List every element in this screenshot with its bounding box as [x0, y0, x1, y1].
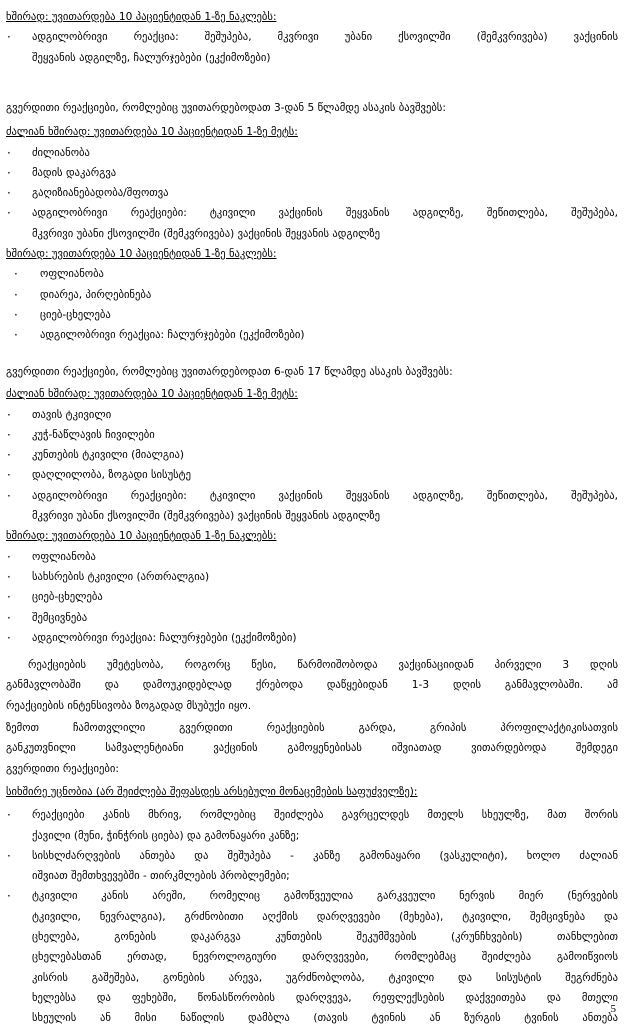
list-item: · დაღლილობა, ზოგადი სისუსტე: [6, 465, 618, 485]
section-frequency-unknown: [6, 782, 618, 1029]
section-intro: გვერდითი რეაქციები, რომლებიც უვითარდებოდათ 3-დან 5 წლამდე ასაკის ბავშვებს:: [6, 102, 446, 114]
section-age-3-5: [6, 98, 618, 346]
paragraph-line: განკუთვნილი სამვალენტიანი ვაქცინის გამოყენებისას იშვიათად ვითარდებოდა შემდეგი: [6, 742, 618, 755]
list-item: · ციებ-ცხელება: [6, 305, 618, 325]
list-item: · კუჭ-ნაწლავის ჩივილები: [6, 425, 618, 445]
paragraph-line: გვერდითი რეაქციები:: [6, 762, 119, 775]
paragraph-line: რეაქციების ინტენსივობა ზოგადად მსუბუქი იყო.: [6, 699, 252, 712]
section-common-effects-infants: [6, 7, 618, 68]
list-item: · შემცივნება: [6, 608, 618, 628]
list-item: · ოფლიანობა: [6, 264, 618, 284]
section-age-6-17: [6, 362, 618, 648]
frequency-heading-very-common: ძალიან ხშირად: უვითარდება 10 პაციენტიდან 1-ზე მეტს:: [6, 126, 298, 139]
frequency-heading-common: ხშირად: უვითარდება 10 პაციენტიდან 1-ზე ნაკლებს:: [6, 11, 277, 23]
paragraph-trivalent-intro: [6, 718, 618, 779]
list-item: · ადგილობრივი რეაქცია: ჩალურჯებები (ეკქიმოზები): [6, 325, 618, 345]
list-item: · ადგილობრივი რეაქცია: ჩალურჯებები (ეკქიმოზები): [6, 628, 618, 648]
list-item: · სისხლძარღვების ანთება და შეშუპება - კანზე გამონაყარი (ვასკულიტი), ხოლო ძალიან: [6, 846, 618, 866]
list-item: · რეაქციები კანის მხრივ, რომლებიც შეიძლება გავრცელდეს მთელს სხეულზე, მათ შორის: [6, 805, 618, 825]
list-item-continuation: იშვიათ შემთხვევებში - თირკმლების პრობლემები;: [32, 870, 290, 883]
list-item-continuation: სხეულის ან მისი ნაწილის დამბლა (თავის ტვინის ან ზურგის ტვინის ანთება: [32, 1012, 618, 1025]
list-item: · ადგილობრივი რეაქცია: შეშუპება, მკვრივი უბანი ქსოვილში (შემკვრივება) ვაქცინის: [6, 27, 618, 47]
list-item-continuation: ცხელება, გონების დაკარგვა კუნთების შეკუმშვების (კრუნჩხვების) თანხლებით: [32, 931, 618, 944]
paragraph-line: რეაქციების უმეტესობა, როგორც წესი, წარმოიშობოდა ვაქცინაციიდან პირველი 3 დღის: [28, 659, 618, 671]
list-item-continuation: ხელებსა და ფეხებში, წონასწორობის დარღვევა, რეფლექსების დაქვეითება და მთელი: [32, 991, 618, 1004]
list-item: · ციებ-ცხელება: [6, 587, 618, 607]
section-intro: გვერდითი რეაქციები, რომლებიც უვითარდებოდათ 6-დან 17 წლამდე ასაკის ბავშვებს:: [6, 366, 453, 378]
page-number: 5: [610, 1003, 616, 1015]
list-item: · ოფლიანობა: [6, 547, 618, 567]
list-item: · დიარეა, პირღებინება: [6, 285, 618, 305]
paragraph-onset-duration: [6, 655, 618, 716]
paragraph-line: განმავლობაში და დამოუკიდებლად ქრებოდა დაწყებიდან 1-3 დღის განმავლობაში. ამ: [6, 679, 618, 692]
list-item-continuation: ქავილი (მუნი, ჭინჭრის ციება) და გამონაყარი კანზე;: [32, 829, 300, 842]
list-item-continuation: მკვრივი უბანი ქსოვილში (შემკვრივება) ვაქცინის შეყვანის ადგილზე: [32, 227, 381, 240]
list-item: · ტკივილი კანის არეში, რომელიც გამოწვეულია გარკვეული ნერვის მიერ (ნერვების: [6, 886, 618, 906]
list-item-continuation: ტკივილი, ნევრალგია), გრძნობითი აღქმის დარღვევები (მეხება), ტკივილი, შემცივნება და: [32, 910, 618, 923]
list-item-continuation: მკვრივი უბანი ქსოვილში (შემკვრივება) ვაქცინის შეყვანის ადგილზე: [32, 510, 381, 523]
frequency-heading-common: ხშირად: უვითარდება 10 პაციენტიდან 1-ზე ნაკლებს:: [6, 530, 277, 543]
frequency-heading-common: ხშირად: უვითარდება 10 პაციენტიდან 1-ზე ნაკლებს:: [6, 248, 277, 261]
list-item: · სახსრების ტკივილი (ართრალგია): [6, 567, 618, 587]
list-item-continuation: შეყვანის ადგილზე, ჩალურჯებები (ეკქიმოზები): [32, 51, 271, 64]
list-item: · ადგილობრივი რეაქციები: ტკივილი ვაქცინის შეყვანის ადგილზე, შეწითლება, შეშუპება,: [6, 203, 618, 223]
frequency-heading-very-common: ძალიან ხშირად: უვითარდება 10 პაციენტიდან 1-ზე მეტს:: [6, 388, 298, 401]
list-item: · კუნთების ტკივილი (მიალგია): [6, 445, 618, 465]
list-item: · ძილიანობა: [6, 143, 618, 163]
list-item-continuation: ცხელებასთან ერთად, ნევროლოგიური დარღვევები, რომლებმაც შეიძლება გამოიწვიოს: [32, 951, 618, 964]
list-item: · ადგილობრივი რეაქციები: ტკივილი ვაქცინის შეყვანის ადგილზე, შეწითლება, შეშუპება,: [6, 486, 618, 506]
list-item: · მადის დაკარგვა: [6, 163, 618, 183]
list-item: · გაღიზიანებადობა/შფოთვა: [6, 183, 618, 203]
paragraph-line: ზემოთ ჩამოთვლილი გვერდითი რეაქციების გარდა, გრიპის პროფილაქტიკისათვის: [6, 722, 618, 734]
frequency-heading-unknown: სიხშირე უცნობია (არ შეიძლება შეფასდეს არსებული მონაცემების საფუძველზე):: [6, 786, 418, 798]
list-item-continuation: კისრის გაშეშება, გონების არევა, უგრძნობლობა, ტკივილი და სისუსტის შეგრძნება: [32, 971, 618, 984]
list-item: · თავის ტკივილი: [6, 405, 618, 425]
